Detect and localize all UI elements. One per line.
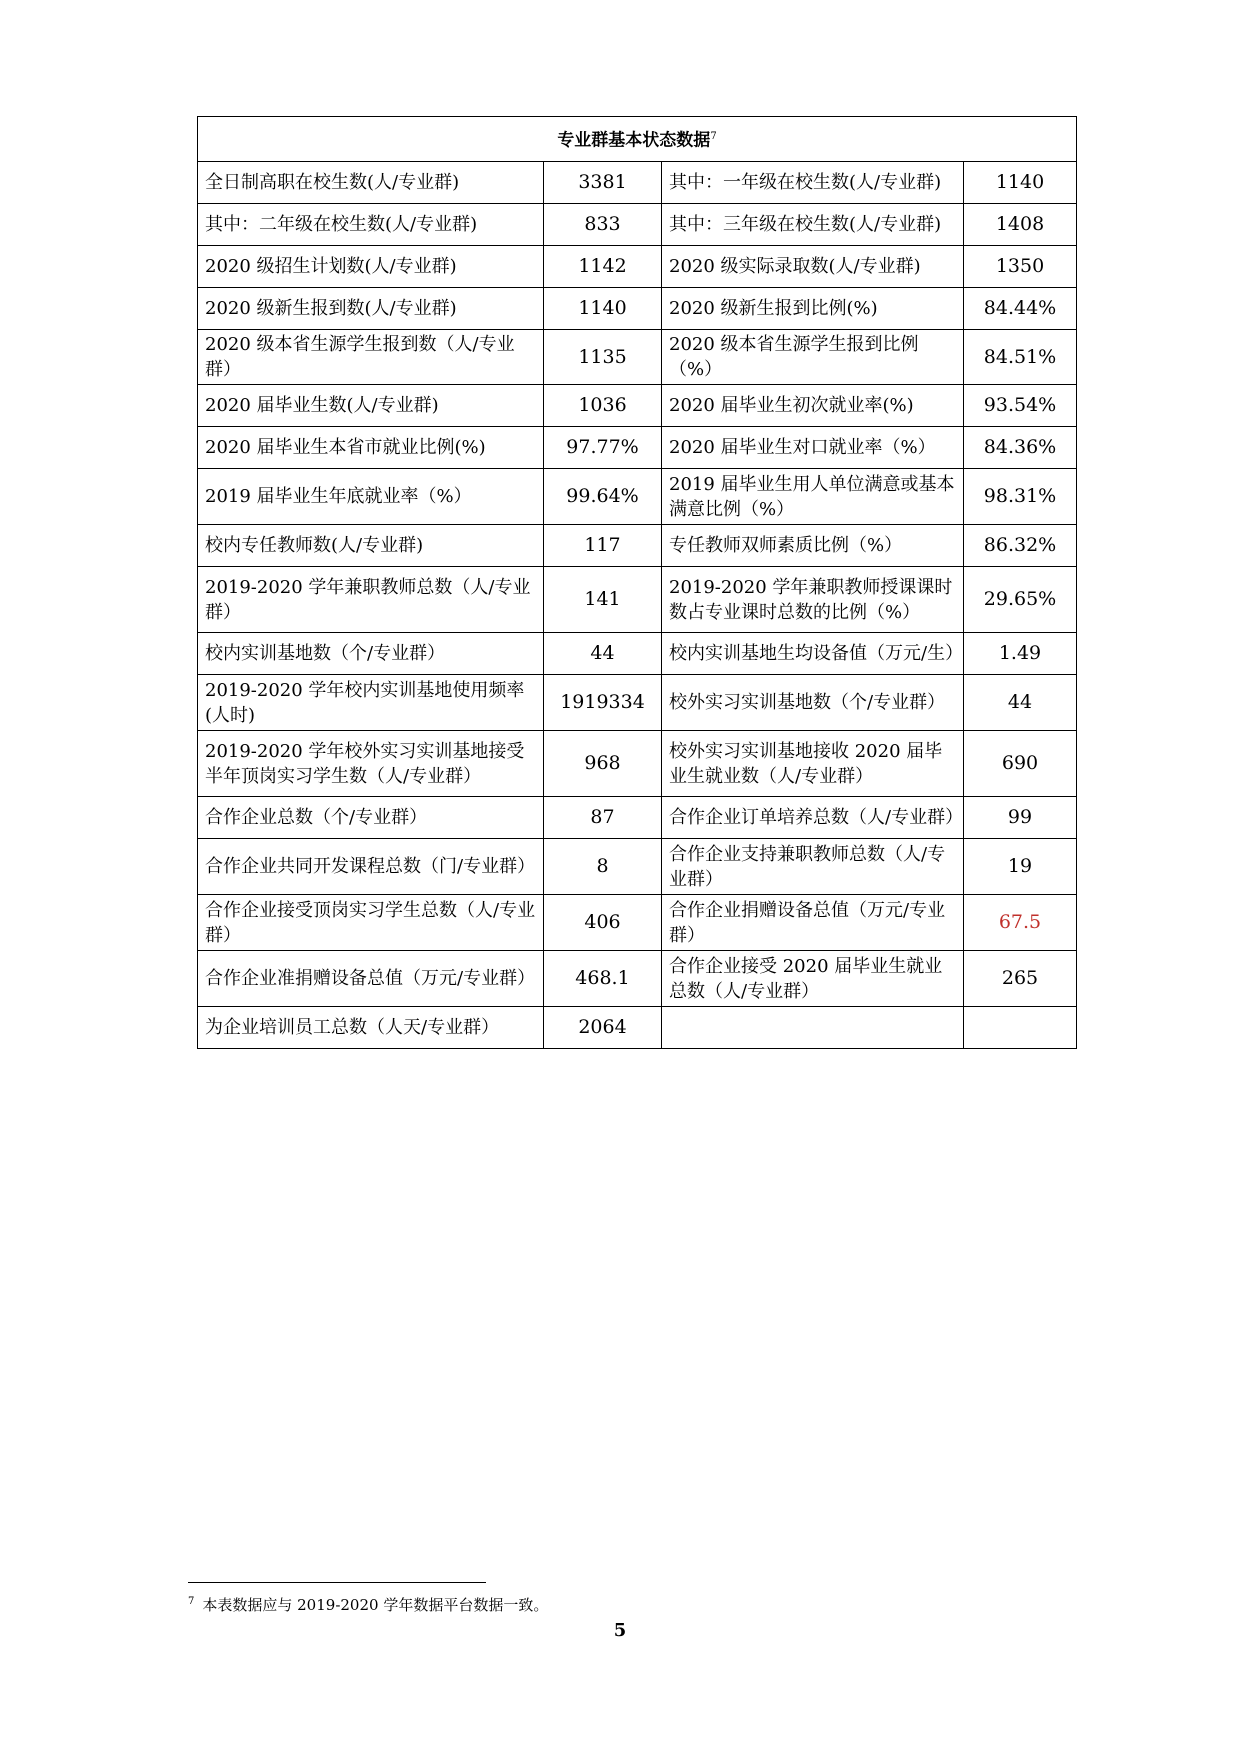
donated-equipment-value: 67.5 — [964, 895, 1077, 951]
row-label: 2020 级新生报到比例(%) — [662, 288, 964, 330]
row-label: 其中：一年级在校生数(人/专业群) — [662, 162, 964, 204]
row-value: 44 — [544, 633, 662, 675]
row-label: 合作企业捐赠设备总值（万元/专业群） — [662, 895, 964, 951]
table-row — [198, 204, 1077, 246]
table-row — [198, 385, 1077, 427]
row-value: 141 — [544, 567, 662, 633]
row-value: 1140 — [964, 162, 1077, 204]
row-value: 87 — [544, 797, 662, 839]
row-label: 2020 届毕业生本省市就业比例(%) — [198, 427, 544, 469]
footnote-mark: 7 — [188, 1596, 195, 1607]
row-value: 44 — [964, 675, 1077, 731]
row-label: 2019-2020 学年兼职教师总数（人/专业群） — [198, 567, 544, 633]
row-label: 2020 级实际录取数(人/专业群) — [662, 246, 964, 288]
footnote — [188, 1592, 548, 1615]
row-label: 2019 届毕业生用人单位满意或基本满意比例（%） — [662, 469, 964, 525]
table-row — [198, 469, 1077, 525]
table-row — [198, 567, 1077, 633]
table-row — [198, 246, 1077, 288]
row-value: 1140 — [544, 288, 662, 330]
footnote-ref: 7 — [710, 131, 717, 143]
row-value: 84.44% — [964, 288, 1077, 330]
row-label: 校内实训基地生均设备值（万元/生） — [662, 633, 964, 675]
table-row — [198, 951, 1077, 1007]
row-value: 117 — [544, 525, 662, 567]
row-value: 468.1 — [544, 951, 662, 1007]
row-label: 为企业培训员工总数（人天/专业群） — [198, 1007, 544, 1049]
table-row — [198, 633, 1077, 675]
table-title-cell — [198, 117, 1077, 162]
row-label: 2020 级本省生源学生报到数（人/专业群） — [198, 330, 544, 385]
row-label: 2020 届毕业生对口就业率（%） — [662, 427, 964, 469]
table-row — [198, 1007, 1077, 1049]
row-value: 265 — [964, 951, 1077, 1007]
row-label: 2020 级本省生源学生报到比例（%） — [662, 330, 964, 385]
row-label: 校外实习实训基地接收 2020 届毕业生就业数（人/专业群） — [662, 731, 964, 797]
row-value: 97.77% — [544, 427, 662, 469]
row-value: 3381 — [544, 162, 662, 204]
row-label: 其中：二年级在校生数(人/专业群) — [198, 204, 544, 246]
row-value: 968 — [544, 731, 662, 797]
page-number: 5 — [613, 1620, 627, 1641]
row-label: 校外实习实训基地数（个/专业群） — [662, 675, 964, 731]
table-row — [198, 525, 1077, 567]
row-value: 99.64% — [544, 469, 662, 525]
row-label: 2020 级招生计划数(人/专业群) — [198, 246, 544, 288]
row-label: 合作企业支持兼职教师总数（人/专业群） — [662, 839, 964, 895]
row-label: 其中：三年级在校生数(人/专业群) — [662, 204, 964, 246]
footnote-divider — [188, 1582, 486, 1583]
row-value-empty — [964, 1007, 1077, 1049]
table-row — [198, 839, 1077, 895]
row-value: 19 — [964, 839, 1077, 895]
table-row — [198, 675, 1077, 731]
row-label: 2019 届毕业生年底就业率（%） — [198, 469, 544, 525]
row-label: 2020 届毕业生数(人/专业群) — [198, 385, 544, 427]
row-label-empty — [662, 1007, 964, 1049]
row-label: 2019-2020 学年兼职教师授课课时数占专业课时总数的比例（%） — [662, 567, 964, 633]
table-title-row — [198, 117, 1077, 162]
row-value: 1919334 — [544, 675, 662, 731]
table-row — [198, 797, 1077, 839]
row-label: 合作企业接受 2020 届毕业生就业总数（人/专业群） — [662, 951, 964, 1007]
status-data-table — [197, 116, 1077, 1049]
row-value: 99 — [964, 797, 1077, 839]
table-row — [198, 427, 1077, 469]
row-label: 全日制高职在校生数(人/专业群) — [198, 162, 544, 204]
row-value: 1350 — [964, 246, 1077, 288]
row-label: 合作企业订单培养总数（人/专业群） — [662, 797, 964, 839]
row-label: 合作企业准捐赠设备总值（万元/专业群） — [198, 951, 544, 1007]
row-label: 2020 级新生报到数(人/专业群) — [198, 288, 544, 330]
footnote-text: 本表数据应与 2019-2020 学年数据平台数据一致。 — [202, 1596, 549, 1614]
row-value: 1135 — [544, 330, 662, 385]
row-label: 2019-2020 学年校外实习实训基地接受半年顶岗实习学生数（人/专业群） — [198, 731, 544, 797]
row-label: 合作企业总数（个/专业群） — [198, 797, 544, 839]
row-value: 1408 — [964, 204, 1077, 246]
table-row — [198, 330, 1077, 385]
row-value: 84.51% — [964, 330, 1077, 385]
table-row — [198, 162, 1077, 204]
row-value: 8 — [544, 839, 662, 895]
table-title: 专业群基本状态数据 — [557, 130, 711, 151]
row-value: 833 — [544, 204, 662, 246]
table-row — [198, 288, 1077, 330]
row-label: 校内实训基地数（个/专业群） — [198, 633, 544, 675]
row-value: 1.49 — [964, 633, 1077, 675]
row-value: 1142 — [544, 246, 662, 288]
row-value: 84.36% — [964, 427, 1077, 469]
row-label: 合作企业接受顶岗实习学生总数（人/专业群） — [198, 895, 544, 951]
table-row — [198, 895, 1077, 951]
row-value: 98.31% — [964, 469, 1077, 525]
row-value: 29.65% — [964, 567, 1077, 633]
row-value: 1036 — [544, 385, 662, 427]
row-label: 专任教师双师素质比例（%） — [662, 525, 964, 567]
row-label: 2020 届毕业生初次就业率(%) — [662, 385, 964, 427]
row-value: 690 — [964, 731, 1077, 797]
table-body — [198, 117, 1077, 1049]
row-value: 2064 — [544, 1007, 662, 1049]
row-label: 校内专任教师数(人/专业群) — [198, 525, 544, 567]
row-value: 406 — [544, 895, 662, 951]
table-row — [198, 731, 1077, 797]
row-value: 93.54% — [964, 385, 1077, 427]
row-label: 2019-2020 学年校内实训基地使用频率(人时) — [198, 675, 544, 731]
row-label: 合作企业共同开发课程总数（门/专业群） — [198, 839, 544, 895]
row-value: 86.32% — [964, 525, 1077, 567]
